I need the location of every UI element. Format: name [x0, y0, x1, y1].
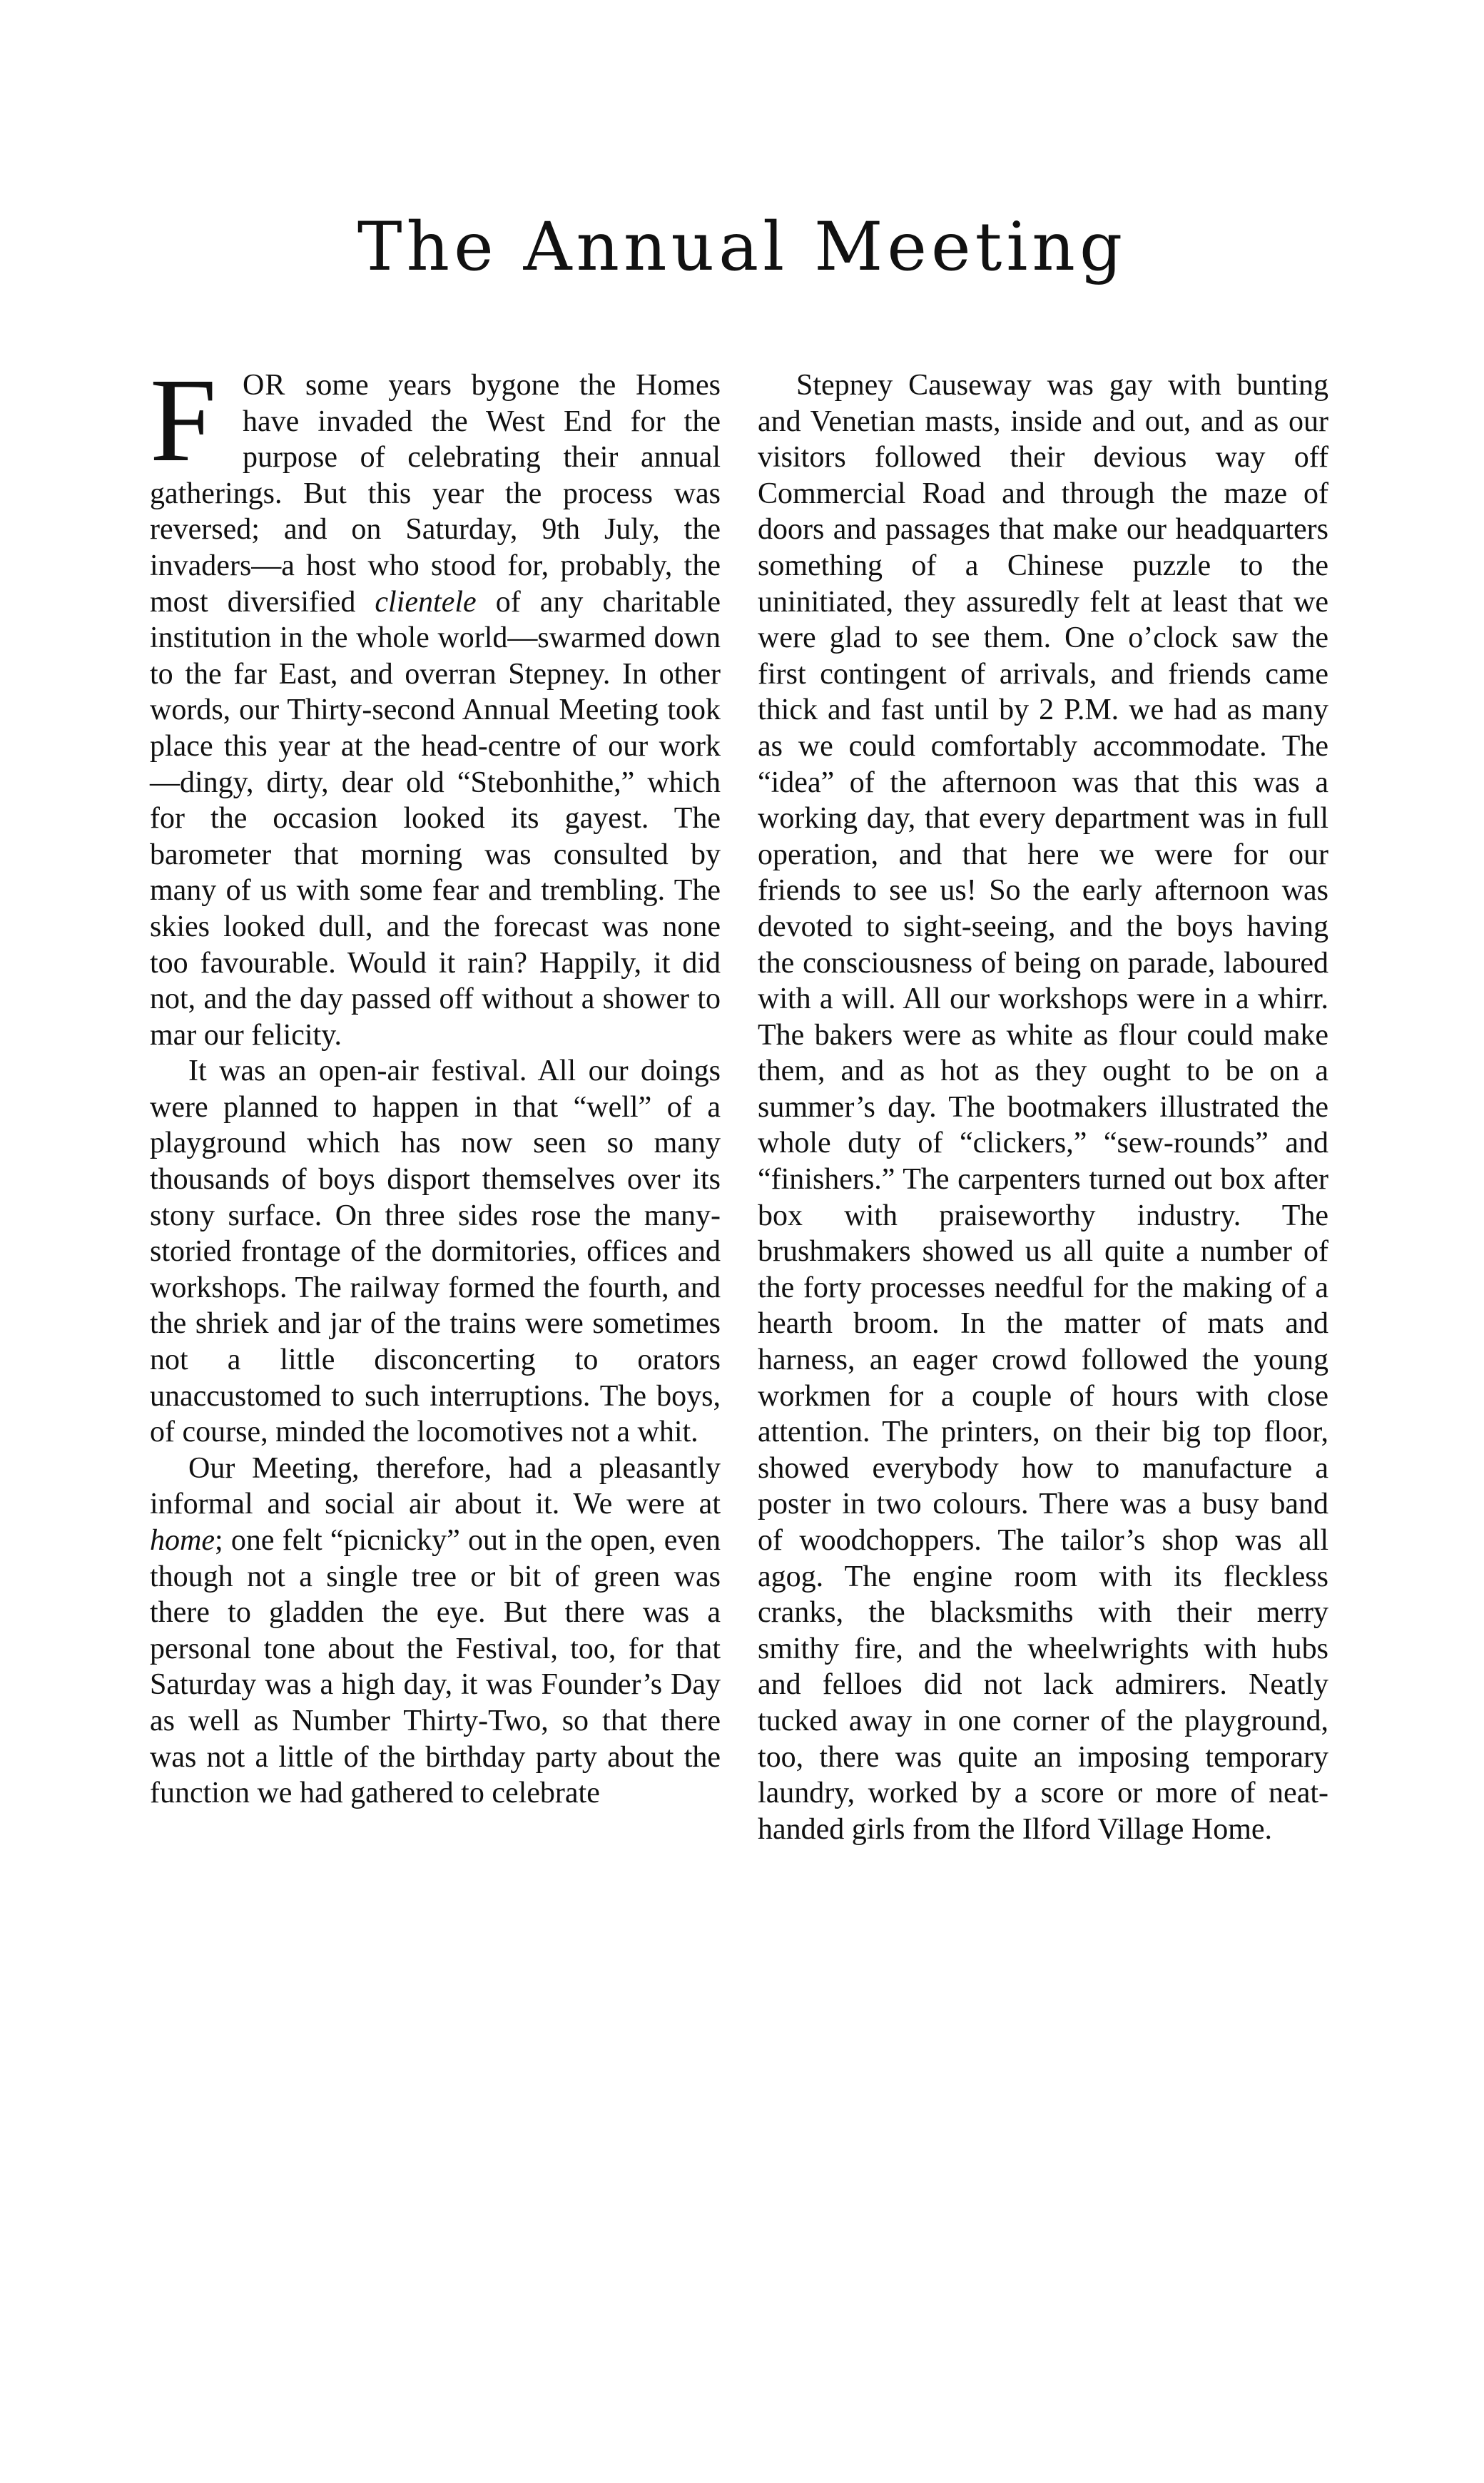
left-column [150, 354, 721, 1812]
paragraph-1 [150, 354, 721, 1053]
paragraph-1-text-continued: of any charitable institution in the whole world—swarmed down to the far East, and overran Stepney. In other words, our Thirty-second Annual Meeting took place this year at the head-centre of our work—dingy, dirty, dear old “Stebonhithe,” which for the occasion looked its gayest. The barometer that morning was consulted by many of us with some fear and trembling. The skies looked dull, and the forecast was none too favourable. Would it rain? Happily, it did not, and the day passed off without a shower to mar our felicity. [150, 585, 721, 1052]
italic-home: home [150, 1524, 215, 1557]
first-word: OR [243, 369, 286, 402]
paragraph-3 [150, 1451, 721, 1812]
paragraph-3-text: Our Meeting, therefore, had a pleasantly informal and social air about it. We were at [150, 1451, 721, 1521]
italic-clientele: clientele [375, 585, 477, 619]
paragraph-4: Stepney Causeway was gay with bunting and Venetian masts, inside and out, and as our visitors followed their devious way off Commercial Road and through the maze of doors and passages that make our headquarters something of a Chinese puzzle to the uninitiated, they assuredly felt at least that we were glad to see them. One o’clock saw the first contingent of arrivals, and friends came thick and fast until by 2 P.M. we had as many as we could comfortably accommodate. The “idea” of the afternoon was that this was a working day, that every department was in full operation, and that here we were for our friends to see us! So the early afternoon was devoted to sight-seeing, and the boys having the consciousness of being on parade, laboured with a will. All our workshops were in a whirr. The bakers were as white as flour could make them, and as hot as they ought to be on a summer’s day. The bootmakers illustrated the whole duty of “clickers,” “sew-rounds” and “finishers.” The carpenters turned out box after box with praiseworthy industry. The brushmakers showed us all quite a number of the forty processes needful for the making of a hearth broom. In the matter of mats and harness, an eager crowd followed the young workmen for a couple of hours with close attention. The printers, on their big top floor, showed everybody how to manufacture a poster in two colours. There was a busy band of woodchoppers. The tailor’s shop was all agog. The engine room with its fleckless cranks, the blacksmiths with their merry smithy fire, and the wheelwrights with hubs and felloes did not lack admirers. Neatly tucked away in one corner of the playground, too, there was quite an imposing temporary laundry, worked by a score or more of neat-handed girls from the Ilford Village Home. [758, 369, 1328, 1846]
paragraph-2: It was an open-air festival. All our doings were planned to happen in that “well” of a playground which has now seen so many thousands of boys disport themselves over its stony surface. On three sides rose the many-storied frontage of the dormitories, offices and workshops. The railway formed the fourth, and the shriek and jar of the trains were sometimes not a little disconcerting to orators unaccustomed to such interruptions. The boys, of course, minded the locomotives not a whit. [150, 1055, 721, 1449]
paragraph-3-text-continued: ; one felt “picnicky” out in the open, even though not a single tree or bit of green was there to gladden the eye. But there was a personal tone about the Festival, too, for that Saturday was a high day, it was Founder’s Day as well as Number Thirty-Two, so that there was not a little of the birthday party about the function we had gathered to celebrate [150, 1524, 721, 1810]
paragraph-1-text: some years bygone the Homes have invaded the West End for the purpose of celebrating their annual gatherings. But this year the process was reversed; and on Saturday, 9th July, the invaders—a host who stood for, probably, the most diversified [150, 369, 721, 619]
page-title: The Annual Meeting [357, 208, 1127, 286]
right-column [758, 367, 1328, 1847]
drop-cap: F [150, 354, 217, 487]
